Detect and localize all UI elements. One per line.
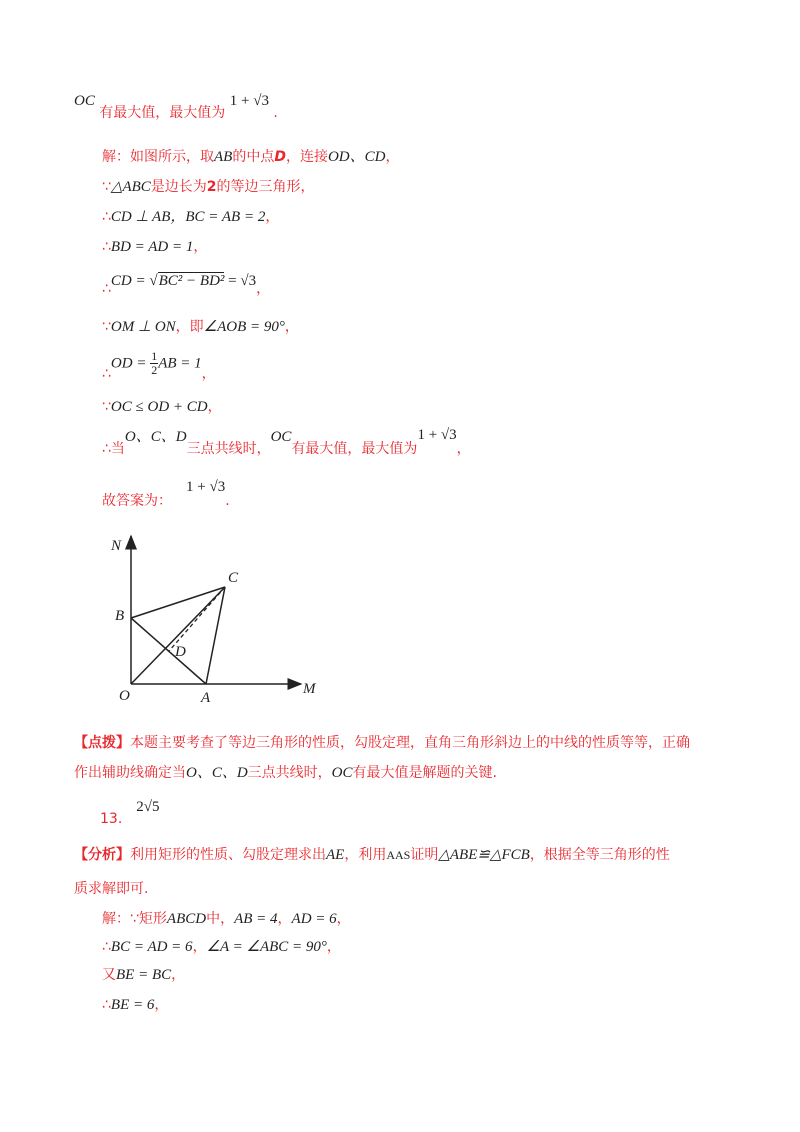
math-sqrt3-result: = √3 bbox=[224, 273, 257, 289]
math-ab: AB bbox=[214, 149, 233, 165]
question-number: 13. bbox=[100, 811, 123, 827]
label-a: A bbox=[201, 690, 211, 705]
question-13 bbox=[100, 798, 160, 827]
tip-text-1: 本题主要考查了等边三角形的性质，勾股定理，直角三角形斜边上的中线的性质等等，正确 bbox=[130, 735, 690, 751]
math-congruent: △ABE≌△FCB bbox=[438, 847, 530, 863]
comma: ， bbox=[171, 967, 186, 983]
tip-text-2a: 作出辅助线确定当 bbox=[74, 765, 186, 781]
label-b: B bbox=[115, 608, 125, 624]
math-oc-leq: OC ≤ OD + CD bbox=[110, 399, 208, 415]
math-ocd: O、C、D bbox=[124, 429, 187, 445]
because-symbol: ∵ bbox=[102, 179, 111, 195]
line-6 bbox=[102, 272, 271, 297]
math-angle-aob: ∠AOB = 90° bbox=[203, 319, 285, 335]
text-also: 又 bbox=[102, 967, 116, 983]
line-10 bbox=[102, 427, 471, 457]
analysis-text-1a: 利用矩形的性质、勾股定理求出 bbox=[130, 847, 326, 863]
therefore-symbol: ∴ bbox=[102, 239, 111, 255]
tip-label: 【点拨】 bbox=[74, 735, 130, 751]
math-od-equals: OD = bbox=[110, 355, 151, 372]
text-max-value: 有最大值，最大值为 bbox=[99, 105, 226, 121]
comma: ， bbox=[385, 149, 400, 165]
comma: ， bbox=[192, 939, 207, 955]
comma: ， bbox=[154, 997, 169, 1013]
line-5 bbox=[102, 238, 207, 256]
text-midpoint: 的中点 bbox=[232, 149, 275, 165]
analysis-text-1d: ，根据全等三角形的性 bbox=[529, 847, 670, 863]
text-side-length: 是边长为 bbox=[150, 179, 207, 195]
math-oc: OC bbox=[270, 429, 292, 445]
math-om-perp-on: OM ⊥ ON bbox=[110, 319, 176, 335]
segment-ac bbox=[206, 587, 225, 684]
text-answer-is: 故答案为： bbox=[102, 493, 172, 509]
solution-intro: 解：∵矩形 bbox=[102, 911, 167, 927]
comma: ， bbox=[193, 239, 208, 255]
analysis-line-1 bbox=[74, 846, 670, 864]
segment-oc bbox=[131, 587, 225, 684]
label-d: D bbox=[175, 644, 186, 660]
text-max-value: 有最大值，最大值为 bbox=[291, 441, 418, 457]
therefore-symbol: ∴ bbox=[102, 939, 111, 955]
math-ae: AE bbox=[326, 847, 345, 863]
segment-ab bbox=[131, 618, 206, 684]
value-1-plus-sqrt3: 1 + √3 bbox=[186, 479, 226, 495]
label-c: C bbox=[228, 570, 239, 586]
line-4 bbox=[102, 208, 279, 226]
solution-line-2 bbox=[102, 938, 341, 956]
analysis-text-1b: ，利用 bbox=[344, 847, 387, 863]
label-n: N bbox=[111, 538, 122, 554]
solution-line-1 bbox=[102, 910, 351, 928]
because-symbol: ∵ bbox=[102, 319, 111, 335]
comma: ， bbox=[336, 911, 351, 927]
math-bc-ad-6: BC = AD = 6 bbox=[110, 939, 193, 955]
comma: ， bbox=[284, 319, 299, 335]
math-abcd: ABCD bbox=[166, 911, 207, 927]
value-1-plus-sqrt3: 1 + √3 bbox=[417, 427, 457, 443]
analysis-text-1c: 证明 bbox=[410, 847, 439, 863]
because-symbol: ∵ bbox=[102, 399, 111, 415]
fraction-numerator: 1 bbox=[151, 349, 158, 363]
line-9 bbox=[102, 398, 222, 416]
fraction-denominator: 2 bbox=[151, 363, 158, 377]
math-od-cd: OD、CD bbox=[327, 149, 386, 165]
therefore-symbol: ∴ bbox=[102, 997, 111, 1013]
therefore-symbol: ∴ bbox=[102, 209, 111, 225]
math-aas: AAS bbox=[386, 848, 411, 862]
math-cd-equals: CD = bbox=[110, 273, 150, 289]
value-1-plus-sqrt3: 1 + √3 bbox=[229, 93, 269, 109]
comma: ， bbox=[265, 209, 280, 225]
line-8 bbox=[102, 349, 216, 382]
math-triangle-abc: △ABC bbox=[110, 179, 151, 195]
math-be-bc: BE = BC bbox=[116, 967, 172, 983]
number-two: 2 bbox=[206, 179, 217, 195]
period: . bbox=[273, 105, 278, 121]
math-oc: OC bbox=[331, 765, 353, 781]
text-equilateral: 的等边三角形， bbox=[216, 179, 315, 195]
solution-line-4 bbox=[102, 996, 168, 1014]
tip-text-2b: 三点共线时， bbox=[247, 765, 332, 781]
comma: ， bbox=[201, 365, 216, 382]
text-in: 中， bbox=[206, 911, 235, 927]
line-3 bbox=[102, 178, 315, 196]
solution-line-3 bbox=[102, 966, 185, 984]
math-oc: OC bbox=[74, 93, 95, 109]
text-collinear: 三点共线时， bbox=[186, 441, 271, 457]
tip-line-2 bbox=[74, 764, 497, 782]
math-ab-equals-1: AB = 1 bbox=[158, 355, 202, 372]
line-1 bbox=[74, 93, 278, 121]
comma: ， bbox=[277, 911, 292, 927]
comma: ， bbox=[326, 939, 341, 955]
point-d-label: D bbox=[274, 149, 286, 165]
therefore-symbol: ∴ bbox=[102, 365, 111, 382]
math-be-6: BE = 6 bbox=[110, 997, 155, 1013]
sqrt-sign: √ bbox=[149, 273, 158, 289]
therefore-symbol: ∴ bbox=[102, 281, 111, 297]
text-therefore-when: ∴当 bbox=[102, 441, 125, 457]
comma: ， bbox=[207, 399, 222, 415]
text-connect: ，连接 bbox=[285, 149, 328, 165]
label-m: M bbox=[303, 681, 316, 697]
label-o: O bbox=[119, 688, 130, 704]
line-7 bbox=[102, 318, 299, 336]
math-ab-4: AB = 4 bbox=[234, 911, 278, 927]
analysis-label: 【分析】 bbox=[74, 847, 130, 863]
math-cd-perp-ab: CD ⊥ AB，BC = AB = 2 bbox=[110, 209, 266, 225]
math-sqrt-radicand: BC² − BD² bbox=[158, 273, 225, 289]
comma: ， bbox=[456, 441, 471, 457]
answer-2-sqrt5: 2√5 bbox=[136, 799, 160, 815]
math-angle-90: ∠A = ∠ABC = 90° bbox=[206, 939, 327, 955]
math-ad-6: AD = 6 bbox=[291, 911, 337, 927]
tip-text-2c: 有最大值是解题的关键. bbox=[352, 765, 497, 781]
text-solution-intro: 解：如图所示，取 bbox=[102, 149, 214, 165]
line-11 bbox=[102, 479, 230, 509]
tip-line-1 bbox=[74, 734, 690, 752]
geometry-figure bbox=[105, 530, 335, 705]
text-namely: ，即 bbox=[175, 319, 204, 335]
comma: ， bbox=[256, 281, 271, 297]
analysis-text-2: 质求解即可. bbox=[74, 881, 149, 897]
math-bd-ad: BD = AD = 1 bbox=[110, 239, 194, 255]
line-2 bbox=[102, 148, 399, 166]
math-ocd: O、C、D bbox=[186, 765, 248, 781]
period: . bbox=[225, 493, 230, 509]
analysis-line-2 bbox=[74, 880, 148, 898]
